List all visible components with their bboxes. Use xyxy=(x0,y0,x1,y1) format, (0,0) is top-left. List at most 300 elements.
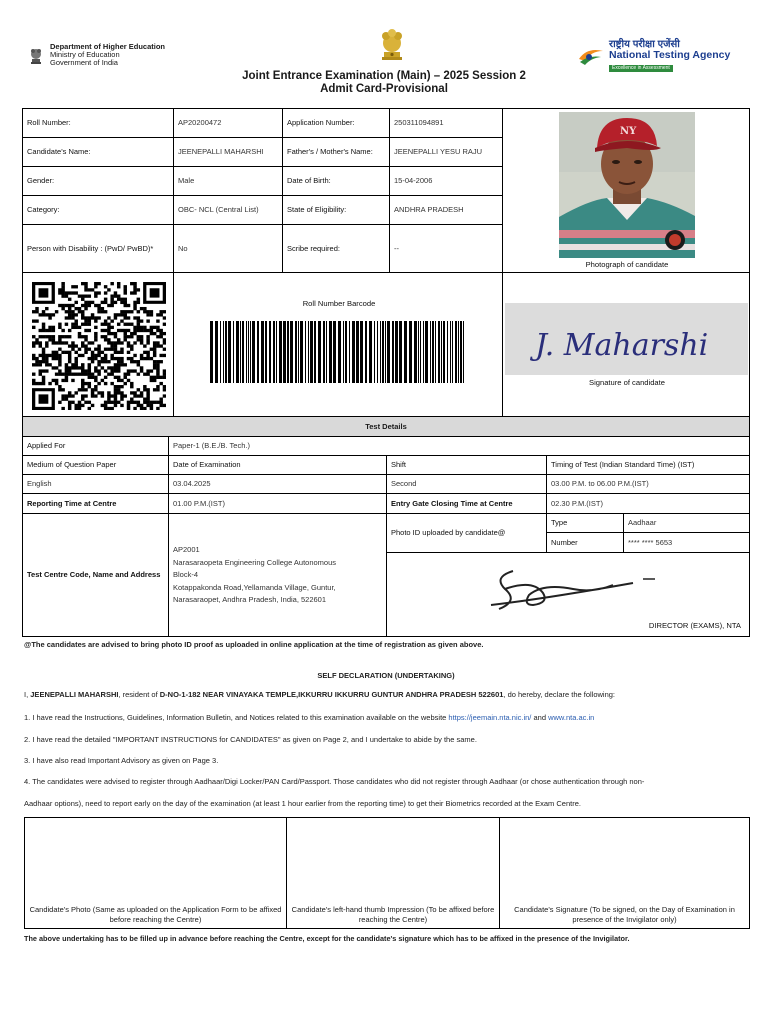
qr-module xyxy=(81,382,84,385)
qr-module xyxy=(150,332,153,335)
qr-module xyxy=(140,357,143,360)
qr-module xyxy=(110,301,113,304)
qr-module xyxy=(127,369,130,372)
qr-module xyxy=(78,348,81,351)
qr-module xyxy=(39,288,49,297)
qr-module xyxy=(117,360,120,363)
qr-module xyxy=(104,376,107,379)
qr-module xyxy=(104,291,107,294)
qr-module xyxy=(71,366,74,369)
qr-module xyxy=(114,369,117,372)
qr-module xyxy=(150,313,153,316)
candidate-photo xyxy=(559,112,695,258)
qr-module xyxy=(107,398,110,401)
qr-module xyxy=(153,351,156,354)
qr-module xyxy=(120,379,123,382)
qr-module xyxy=(68,351,71,354)
qr-module xyxy=(127,341,130,344)
qr-module xyxy=(124,394,127,397)
qr-module xyxy=(114,335,117,338)
qr-module xyxy=(52,313,55,316)
qr-module xyxy=(65,335,68,338)
qr-module xyxy=(61,307,64,310)
qr-module xyxy=(48,329,51,332)
qr-module xyxy=(107,323,110,326)
qr-module xyxy=(120,341,123,344)
qr-module xyxy=(156,373,159,376)
qr-module xyxy=(74,360,77,363)
qr-module xyxy=(101,366,104,369)
qr-module xyxy=(124,335,127,338)
qr-module xyxy=(71,313,74,316)
qr-module xyxy=(110,354,113,357)
qr-module xyxy=(94,357,97,360)
qr-module xyxy=(140,335,143,338)
barcode-bar xyxy=(385,321,386,383)
qr-module xyxy=(84,373,87,376)
qr-module xyxy=(117,357,120,360)
qr-module xyxy=(120,394,123,397)
qr-module xyxy=(45,341,48,344)
qr-module xyxy=(61,379,64,382)
qr-module xyxy=(94,385,97,388)
affix-signature-caption: Candidate's Signature (To be signed, on the Day of Examination in presence of the Invigilator only) xyxy=(514,905,735,924)
shift-value: Second xyxy=(386,474,547,494)
qr-module xyxy=(130,291,133,294)
qr-module xyxy=(55,354,58,357)
qr-module xyxy=(68,354,71,357)
centre-line4: Narasaraopet, Andhra Pradesh, India, 522601 xyxy=(173,595,327,604)
barcode-bar xyxy=(333,321,336,383)
qr-module xyxy=(74,307,77,310)
qr-module xyxy=(84,401,87,404)
qr-module xyxy=(88,376,91,379)
qr-module xyxy=(71,285,74,288)
qr-module xyxy=(127,351,130,354)
national-emblem-icon xyxy=(28,45,44,65)
qr-module xyxy=(143,373,146,376)
qr-module xyxy=(97,291,100,294)
admit-card-title: Admit Card-Provisional xyxy=(320,83,448,95)
test-centre-label: Test Centre Code, Name and Address xyxy=(22,513,169,637)
qr-module xyxy=(84,344,87,347)
qr-module xyxy=(68,357,71,360)
nta-english-name: National Testing Agency xyxy=(609,49,731,61)
qr-module xyxy=(74,323,77,326)
qr-module xyxy=(42,369,45,372)
qr-module xyxy=(159,329,162,332)
qr-module xyxy=(84,304,87,307)
qr-module xyxy=(137,335,140,338)
gender-label: Gender: xyxy=(22,166,174,196)
qr-module xyxy=(114,363,117,366)
qr-module xyxy=(94,379,97,382)
qr-module xyxy=(120,319,123,322)
qr-module xyxy=(130,282,133,285)
qr-module xyxy=(117,385,120,388)
barcode-bar xyxy=(420,321,421,383)
qr-module xyxy=(114,294,117,297)
qr-module xyxy=(146,329,149,332)
qr-module xyxy=(124,338,127,341)
qr-module xyxy=(146,354,149,357)
qr-module xyxy=(88,301,91,304)
qr-module xyxy=(107,304,110,307)
qr-module xyxy=(97,282,100,285)
qr-module xyxy=(74,326,77,329)
qr-module xyxy=(61,394,64,397)
barcode-bar xyxy=(257,321,259,383)
scribe-value: -- xyxy=(389,224,503,273)
qr-module xyxy=(97,344,100,347)
qr-module xyxy=(133,341,136,344)
qr-module xyxy=(137,301,140,304)
qr-module xyxy=(107,341,110,344)
qr-module xyxy=(74,373,77,376)
qr-module xyxy=(150,288,160,297)
qr-module xyxy=(101,360,104,363)
qr-module xyxy=(74,291,77,294)
applied-for-value: Paper-1 (B.E./B. Tech.) xyxy=(168,436,750,456)
qr-module xyxy=(137,329,140,332)
qr-module xyxy=(81,294,84,297)
qr-module xyxy=(101,301,104,304)
qr-module xyxy=(137,288,140,291)
qr-module xyxy=(124,304,127,307)
qr-module xyxy=(130,323,133,326)
qr-module xyxy=(52,326,55,329)
qr-module xyxy=(156,360,159,363)
qr-module xyxy=(35,363,38,366)
qr-module xyxy=(84,348,87,351)
qr-module xyxy=(48,363,51,366)
qr-module xyxy=(35,307,38,310)
qr-module xyxy=(88,382,91,385)
qr-module xyxy=(110,373,113,376)
qr-module xyxy=(91,316,94,319)
qr-module xyxy=(68,360,71,363)
qr-module xyxy=(127,404,130,407)
qr-module xyxy=(159,354,162,357)
qr-module xyxy=(120,357,123,360)
barcode-bar xyxy=(382,321,384,383)
qr-module xyxy=(114,351,117,354)
qr-module xyxy=(163,323,166,326)
qr-module xyxy=(61,304,64,307)
qr-module xyxy=(120,351,123,354)
qr-module xyxy=(97,382,100,385)
qr-module xyxy=(114,357,117,360)
qr-module xyxy=(58,291,61,294)
qr-module xyxy=(48,313,51,316)
qr-module xyxy=(124,332,127,335)
timing-label: Timing of Test (Indian Standard Time) (IST) xyxy=(546,455,750,475)
qr-module xyxy=(88,323,91,326)
qr-module xyxy=(32,341,35,344)
barcode-bar xyxy=(392,321,394,383)
qr-module xyxy=(130,360,133,363)
qr-module xyxy=(78,354,81,357)
qr-module xyxy=(91,351,94,354)
qr-module xyxy=(58,354,61,357)
qr-module xyxy=(88,363,91,366)
qr-module xyxy=(150,379,153,382)
qr-module xyxy=(159,404,162,407)
photo-id-label: Photo ID uploaded by candidate@ xyxy=(386,513,547,553)
qr-module xyxy=(58,388,61,391)
qr-module xyxy=(81,323,84,326)
qr-module xyxy=(84,316,87,319)
qr-module xyxy=(117,338,120,341)
qr-module xyxy=(117,379,120,382)
parent-name-label: Father's / Mother's Name: xyxy=(282,137,390,167)
qr-module xyxy=(127,310,130,313)
qr-module xyxy=(58,326,61,329)
qr-module xyxy=(143,307,146,310)
barcode-bar xyxy=(441,321,442,383)
qr-module xyxy=(101,351,104,354)
barcode-bar xyxy=(338,321,341,383)
qr-module xyxy=(150,407,153,410)
qr-module xyxy=(107,373,110,376)
qr-module xyxy=(68,344,71,347)
qr-module xyxy=(163,385,166,388)
qr-module xyxy=(65,373,68,376)
qr-module xyxy=(97,363,100,366)
qr-module xyxy=(78,326,81,329)
qr-module xyxy=(114,366,117,369)
qr-module xyxy=(137,310,140,313)
qr-module xyxy=(117,329,120,332)
qr-module xyxy=(32,354,35,357)
qr-module xyxy=(81,282,84,285)
barcode-bar xyxy=(273,321,275,383)
qr-module xyxy=(81,394,84,397)
affix-photo-box xyxy=(24,817,287,929)
qr-module xyxy=(124,376,127,379)
reporting-time-label: Reporting Time at Centre xyxy=(22,493,169,514)
barcode-bar xyxy=(261,321,264,383)
declaration-point-4-line1: 4. The candidates were advised to register through Aadhaar/Digi Locker/PAN Card/Passport. Those candidates who did not register through Aadhaar (or chose authentication through non- xyxy=(24,777,645,786)
qr-module xyxy=(124,301,127,304)
qr-module xyxy=(84,282,87,285)
barcode-bar xyxy=(369,321,372,383)
qr-module xyxy=(110,319,113,322)
barcode-bar xyxy=(450,321,451,383)
qr-module xyxy=(94,316,97,319)
qr-module xyxy=(133,301,136,304)
barcode-bar xyxy=(377,321,378,383)
qr-module xyxy=(107,348,110,351)
qr-module xyxy=(140,307,143,310)
qr-module xyxy=(133,369,136,372)
barcode-bar xyxy=(438,321,440,383)
qr-module xyxy=(156,385,159,388)
id-type-value: Aadhaar xyxy=(623,513,750,533)
qr-module xyxy=(156,341,159,344)
qr-module xyxy=(130,348,133,351)
qr-module xyxy=(32,326,35,329)
qr-module xyxy=(42,323,45,326)
scribe-label: Scribe required: xyxy=(282,224,390,273)
qr-module xyxy=(137,316,140,319)
qr-module xyxy=(35,341,38,344)
qr-module xyxy=(61,351,64,354)
qr-module xyxy=(124,363,127,366)
qr-module xyxy=(110,369,113,372)
barcode-bar xyxy=(220,321,221,383)
qr-module xyxy=(58,288,61,291)
category-value: OBC- NCL (Central List) xyxy=(173,195,283,225)
director-signature-cell xyxy=(386,552,750,637)
barcode-bar xyxy=(463,321,464,383)
qr-module xyxy=(124,316,127,319)
barcode-bar xyxy=(352,321,355,383)
qr-module xyxy=(156,369,159,372)
barcode-bar xyxy=(414,321,417,383)
qr-module xyxy=(65,369,68,372)
qr-module xyxy=(45,369,48,372)
qr-module xyxy=(48,335,51,338)
qr-module xyxy=(78,335,81,338)
qr-module xyxy=(163,354,166,357)
qr-module xyxy=(55,310,58,313)
timing-value: 03.00 P.M. to 06.00 P.M.(IST) xyxy=(546,474,750,494)
qr-module xyxy=(71,344,74,347)
qr-module xyxy=(156,319,159,322)
qr-module xyxy=(156,366,159,369)
qr-module xyxy=(94,294,97,297)
medium-value: English xyxy=(22,474,169,494)
qr-module xyxy=(114,332,117,335)
qr-module xyxy=(84,294,87,297)
qr-module xyxy=(127,316,130,319)
signature-caption: Signature of candidate xyxy=(589,378,665,387)
qr-module xyxy=(159,382,162,385)
qr-module xyxy=(130,385,133,388)
qr-module xyxy=(101,404,104,407)
qr-module xyxy=(153,363,156,366)
qr-module xyxy=(84,338,87,341)
qr-module xyxy=(137,326,140,329)
qr-module xyxy=(101,329,104,332)
jeemain-link[interactable]: https://jeemain.nta.nic.in/ xyxy=(448,713,532,722)
qr-module xyxy=(94,326,97,329)
qr-module xyxy=(107,394,110,397)
qr-module xyxy=(88,373,91,376)
qr-module xyxy=(68,391,71,394)
qr-module xyxy=(110,394,113,397)
dept-line2: Ministry of Education xyxy=(50,50,120,59)
parent-name-value: JEENEPALLI YESU RAJU xyxy=(389,137,503,167)
qr-module xyxy=(61,398,64,401)
barcode-bar xyxy=(298,321,299,383)
qr-module xyxy=(68,366,71,369)
qr-module xyxy=(163,310,166,313)
qr-module xyxy=(81,310,84,313)
qr-module xyxy=(84,351,87,354)
nta-link[interactable]: www.nta.ac.in xyxy=(548,713,595,722)
qr-module xyxy=(130,398,133,401)
barcode-bar xyxy=(380,321,381,383)
barcode-bar xyxy=(432,321,434,383)
qr-module xyxy=(74,391,77,394)
qr-module xyxy=(81,366,84,369)
declaration-point-2: 2. I have read the detailed "IMPORTANT INSTRUCTIONS for CANDIDATES" as given on Page 2, and I undertake to abide by the same. xyxy=(24,735,477,744)
barcode-bar xyxy=(395,321,398,383)
qr-module xyxy=(107,391,110,394)
qr-module xyxy=(133,391,136,394)
qr-module xyxy=(74,301,77,304)
qr-module xyxy=(91,288,94,291)
qr-module xyxy=(88,316,91,319)
qr-module xyxy=(91,341,94,344)
qr-module xyxy=(146,341,149,344)
barcode-bar xyxy=(308,321,309,383)
barcode-bar xyxy=(349,321,350,383)
qr-module xyxy=(140,404,143,407)
qr-module xyxy=(42,326,45,329)
qr-module xyxy=(65,304,68,307)
qr-module xyxy=(120,329,123,332)
qr-module xyxy=(88,319,91,322)
candidate-signature xyxy=(505,303,748,375)
barcode-bar xyxy=(452,321,453,383)
qr-module xyxy=(78,307,81,310)
qr-module xyxy=(150,369,153,372)
qr-module xyxy=(71,326,74,329)
qr-module xyxy=(74,313,77,316)
qr-module xyxy=(133,394,136,397)
qr-module xyxy=(101,379,104,382)
qr-module xyxy=(120,404,123,407)
qr-module xyxy=(104,360,107,363)
qr-module xyxy=(124,298,127,301)
signature-cell xyxy=(502,272,750,417)
qr-module xyxy=(65,376,68,379)
qr-module xyxy=(45,307,48,310)
qr-module xyxy=(39,354,42,357)
barcode-bar xyxy=(345,321,347,383)
qr-module xyxy=(84,388,87,391)
qr-module xyxy=(65,351,68,354)
qr-module xyxy=(58,363,61,366)
qr-module xyxy=(81,344,84,347)
declaration-title: SELF DECLARATION (UNDERTAKING) xyxy=(317,671,455,680)
qr-module xyxy=(65,316,68,319)
qr-module xyxy=(114,316,117,319)
qr-module xyxy=(117,363,120,366)
declaration-point-1 xyxy=(24,713,748,723)
qr-module xyxy=(61,285,64,288)
qr-module xyxy=(58,338,61,341)
qr-module xyxy=(156,363,159,366)
barcode-bar xyxy=(287,321,289,383)
barcode-bar xyxy=(314,321,316,383)
state-label: State of Eligibility: xyxy=(282,195,390,225)
qr-module xyxy=(58,335,61,338)
qr-module xyxy=(88,304,91,307)
qr-module xyxy=(68,401,71,404)
qr-module xyxy=(137,394,140,397)
qr-module xyxy=(84,319,87,322)
qr-module xyxy=(61,294,64,297)
barcode-bar xyxy=(310,321,313,383)
qr-module xyxy=(114,344,117,347)
qr-module xyxy=(55,379,58,382)
director-caption: DIRECTOR (EXAMS), NTA xyxy=(648,621,741,630)
qr-module xyxy=(107,366,110,369)
